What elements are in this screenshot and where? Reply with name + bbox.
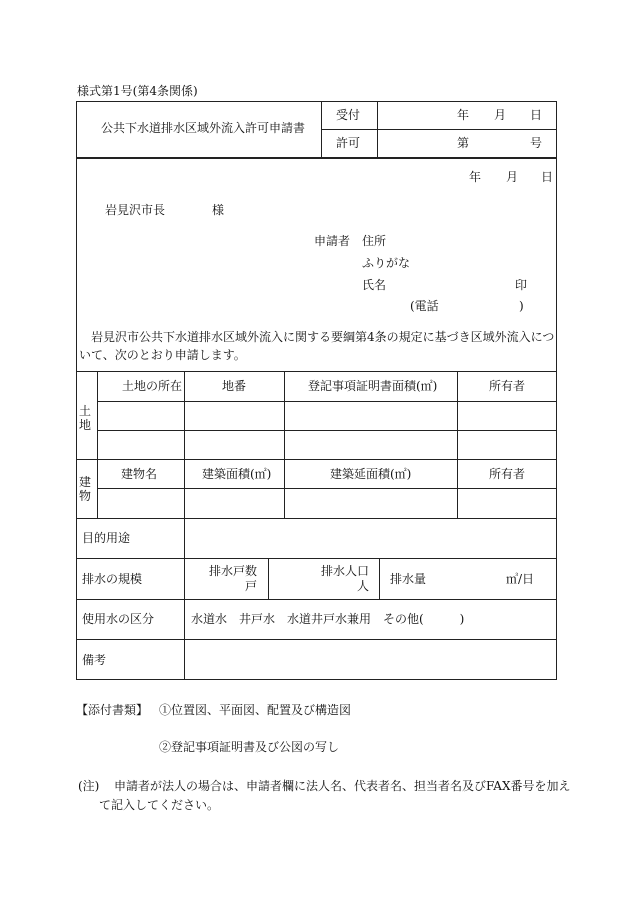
land-header-owner: 所有者 (489, 379, 526, 393)
statement-line2: いて、次のとおり申請します。 (79, 348, 246, 362)
building-header-name: 建物名 (121, 467, 158, 481)
permit-dai[interactable]: 第 (457, 136, 470, 150)
seal-mark: 印 (515, 278, 528, 292)
addressee-sama: 様 (212, 203, 225, 217)
table-line (76, 599, 557, 600)
phone-close: ) (519, 299, 524, 313)
table-line (97, 401, 557, 402)
table-line (76, 639, 557, 640)
applicant-furigana-label: ふりがな (362, 256, 411, 270)
table-line (76, 518, 557, 519)
land-header-location: 土地の所在 (122, 379, 183, 393)
households-unit: 戸 (245, 579, 258, 593)
addressee-name: 岩見沢市長 (105, 203, 166, 217)
building-side-label: 物 (79, 489, 92, 503)
applicant-name-label: 氏名 (362, 278, 387, 292)
households-label: 排水戸数 (209, 564, 258, 578)
permit-go[interactable]: 号 (530, 136, 543, 150)
statement-line1: 岩見沢市公共下水道排水区域外流入に関する要綱第4条の規定に基づき区域外流入につ (91, 330, 555, 344)
building-header-total-area: 建築延面積(㎡) (330, 467, 412, 481)
scale-label: 排水の規模 (82, 572, 143, 586)
table-line (97, 371, 98, 518)
note-line1: 申請者が法人の場合は、申請者欄に法人名、代表者名、担当者名及びFAX番号を加え (114, 779, 571, 793)
table-line (97, 430, 557, 431)
table-line (379, 558, 380, 599)
applicant-address-label: 住所 (362, 234, 387, 248)
table-line (76, 459, 557, 460)
form-number: 様式第1号(第4条関係) (77, 84, 198, 98)
applicant-label: 申請者 (314, 234, 351, 248)
table-line (76, 371, 557, 372)
table-line (184, 371, 185, 518)
table-line (284, 371, 285, 518)
remarks-label: 備考 (82, 653, 107, 667)
attachment-item-1: ①位置図、平面図、配置及び構造図 (159, 703, 352, 717)
reception-month[interactable]: 月 (494, 108, 507, 122)
date-year[interactable]: 年 (469, 170, 482, 184)
permit-label: 許可 (336, 136, 361, 150)
population-label: 排水人口 (321, 564, 370, 578)
table-line (184, 518, 185, 680)
phone-label: (電話 (410, 299, 439, 313)
form-title: 公共下水道排水区域外流入許可申請書 (101, 121, 306, 135)
building-header-area: 建築面積(㎡) (202, 467, 272, 481)
reception-day[interactable]: 日 (530, 108, 543, 122)
volume-unit: ㎥/日 (506, 572, 535, 586)
land-side-label: 土 (79, 404, 92, 418)
population-unit: 人 (357, 579, 370, 593)
water-type-options[interactable]: 水道水 井戸水 水道井戸水兼用 その他( ) (191, 612, 465, 626)
note-label: (注) (78, 779, 100, 793)
divider (321, 129, 557, 130)
building-header-owner: 所有者 (489, 467, 526, 481)
purpose-label: 目的用途 (82, 531, 131, 545)
attachments-label: 【添付書類】 (76, 703, 149, 717)
land-header-area: 登記事項証明書面積(㎡) (308, 379, 438, 393)
attachment-item-2: ②登記事項証明書及び公図の写し (159, 740, 340, 754)
land-header-lot: 地番 (222, 379, 247, 393)
reception-year[interactable]: 年 (457, 108, 470, 122)
land-side-label: 地 (79, 418, 92, 432)
table-line (76, 558, 557, 559)
table-line (268, 558, 269, 599)
table-line (97, 488, 557, 489)
date-day[interactable]: 日 (541, 170, 554, 184)
note-line2: て記入してください。 (99, 798, 220, 812)
reception-label: 受付 (336, 108, 361, 122)
date-month[interactable]: 月 (506, 170, 519, 184)
volume-label: 排水量 (390, 572, 427, 586)
table-line (457, 371, 458, 518)
water-type-label: 使用水の区分 (82, 612, 155, 626)
building-side-label: 建 (79, 475, 92, 489)
